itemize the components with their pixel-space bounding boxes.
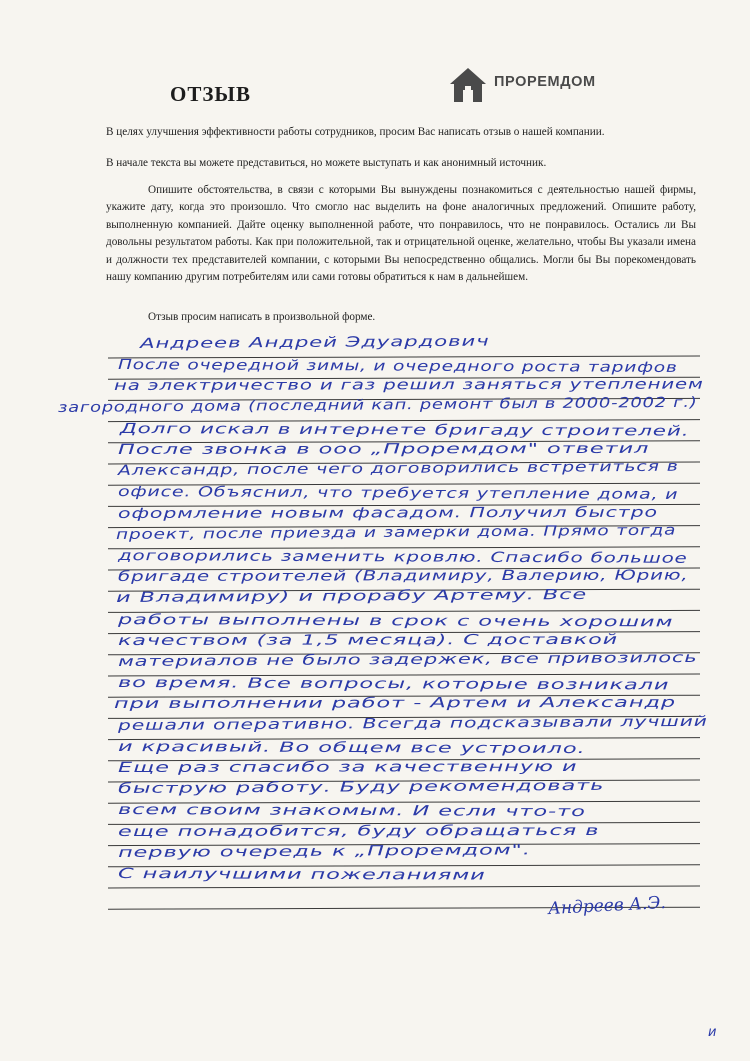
- signature: Андреев А.Э.: [547, 892, 667, 920]
- page-title: ОТЗЫВ: [170, 82, 252, 106]
- handwritten-line: офисе. Объяснил, что требуется утепление дома, и: [117, 484, 679, 504]
- handwritten-line: загородного дома (последний кап. ремонт был в 2000-2002 г.): [57, 394, 698, 416]
- handwritten-line: материалов не было задержек, все привозилось: [117, 649, 698, 670]
- handwritten-line: бригаде строителей (Владимиру, Валерию, Юрию,: [117, 567, 689, 586]
- handwritten-line: при выполнении работ - Артем и Александр: [113, 695, 677, 713]
- handwritten-line: и красивый. Во общем все устроило.: [117, 738, 586, 757]
- handwritten-line: С наилучшими пожеланиями: [117, 866, 486, 884]
- handwritten-line: быструю работу. Буду рекомендовать: [117, 778, 605, 798]
- handwritten-line: первую очередь к „Проремдом".: [117, 842, 532, 861]
- handwritten-line: проект, после приезда и замерки дома. Прямо тогда: [115, 522, 677, 543]
- handwritten-line: Долго искал в интернете бригаду строителей.: [119, 420, 690, 440]
- free-form-note: Отзыв просим написать в произвольной форме.: [148, 311, 376, 323]
- handwritten-line: на электричество и газ решил заняться утеплением: [113, 376, 704, 395]
- handwritten-line: и Владимиру) и прорабу Артему. Все: [115, 587, 588, 607]
- company-name: ПРОРЕМДОМ: [494, 74, 596, 90]
- intro-paragraph: В целях улучшения эффективности работы сотрудников, просим Вас написать отзыв о нашей компании.: [106, 126, 605, 138]
- handwritten-line: оформление новым фасадом. Получил быстро: [117, 504, 659, 522]
- handwritten-line: Андреев Андрей Эдуардович: [139, 333, 490, 352]
- handwritten-line: договорились заменить кровлю. Спасибо большое: [117, 548, 688, 567]
- anonymity-paragraph: В начале текста вы можете представиться, но можете выступать и как анонимный источник.: [106, 157, 547, 169]
- handwritten-line: решали оперативно. Всегда подсказывали лучший: [117, 713, 708, 734]
- corner-mark: и: [708, 1025, 717, 1040]
- instructions-paragraph: Опишите обстоятельства, в связи с которыми Вы вынуждены познакомиться с деятельностью нашей фирмы, укажите дату, когда это произошло. Что смогло нас выделить на фоне аналогичных предложений. Опишите работу, выполненную компанией. Дайте оценку выполненной работе, что понравилось, что не понравилось. Остались ли Вы довольны результатом работы. Как при положительной, так и отрицательной оценке, желательно, чтобы Вы указали имена и должности тех представителей компании, с которыми Вы непосредственно общались. Могли бы Вы порекомендовать нашу компанию другим потребителям или сами готовы обратиться к нам в дальнейшем.: [106, 184, 696, 284]
- handwritten-line: всем своим знакомым. И если что-то: [117, 802, 586, 821]
- handwritten-line: работы выполнены в срок с очень хорошим: [117, 611, 674, 631]
- handwritten-line: Александр, после чего договорились встретиться в: [117, 458, 679, 480]
- handwritten-line: еще понадобится, буду обращаться в: [117, 822, 600, 840]
- handwritten-line: После звонка в ооо „Проремдом" ответил: [117, 440, 650, 458]
- handwritten-line: После очередной зимы, и очередного роста тарифов: [117, 357, 678, 377]
- handwritten-line: во время. Все вопросы, которые возникали: [117, 675, 670, 694]
- handwritten-line: качеством (за 1,5 месяца). С доставкой: [117, 631, 619, 649]
- handwritten-line: Еще раз спасибо за качественную и: [117, 758, 578, 776]
